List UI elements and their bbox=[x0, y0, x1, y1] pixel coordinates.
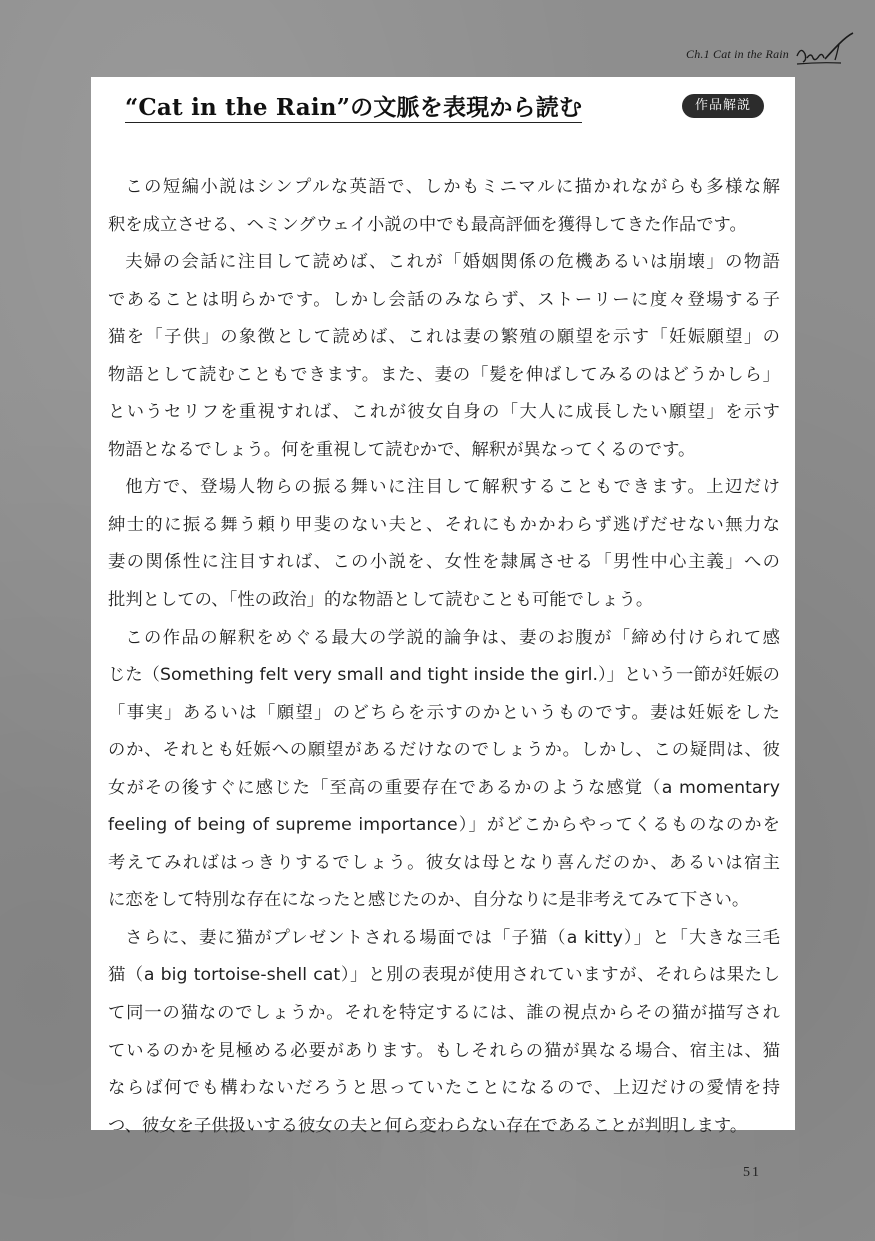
paragraph-line: のか、それとも妊娠への願望があるだけなのでしょうか。しかし、この疑問は、彼 bbox=[108, 740, 780, 761]
paragraph-line: 釈を成立させる、ヘミングウェイ小説の中でも最高評価を獲得してきた作品です。 bbox=[108, 214, 747, 235]
paragraph-line: 「事実」あるいは「願望」のどちらを示すのかというものです。妻は妊娠をした bbox=[108, 702, 780, 723]
article-panel bbox=[91, 77, 795, 1136]
paragraph-line: さらに、妻に猫がプレゼントされる場面では「子猫（a kitty）」と「大きな三毛 bbox=[125, 927, 780, 948]
paragraph-line: 他方で、登場人物らの振る舞いに注目して解釈することもできます。上辺だけ bbox=[125, 477, 780, 498]
section-badge: 作品解説 bbox=[682, 94, 764, 118]
paragraph-line: というセリフを重視すれば、これが彼女自身の「大人に成長したい願望」を示す bbox=[108, 402, 780, 423]
article-body bbox=[108, 169, 780, 1145]
signature-icon bbox=[795, 32, 857, 68]
paragraph-line: この作品の解釈をめぐる最大の学説的論争は、妻のお腹が「締め付けられて感 bbox=[125, 627, 780, 648]
running-header bbox=[686, 34, 857, 68]
paragraph-line: feeling of being of supreme importance）」がどこからやってくるものなのかを bbox=[108, 815, 780, 836]
paragraph-line: 批判としての、「性の政治」的な物語として読むことも可能でしょう。 bbox=[108, 590, 654, 611]
paragraph-line: 物語として読むこともできます。また、妻の「髪を伸ばしてみるのはどうかしら」 bbox=[108, 364, 780, 385]
paragraph-line: て同一の猫なのでしょうか。それを特定するには、誰の視点からその猫が描写され bbox=[108, 1003, 780, 1024]
paragraph-line: に恋をして特別な存在になったと感じたのか、自分なりに是非考えてみて下さい。 bbox=[108, 890, 750, 911]
paragraph-line: 猫を「子供」の象徴として読めば、これは妻の繁殖の願望を示す「妊娠願望」の bbox=[108, 327, 780, 348]
paragraph-line: 物語となるでしょう。何を重視して読むかで、解釈が異なってくるのです。 bbox=[108, 439, 696, 460]
paragraph-line: つ、彼女を子供扱いする彼女の夫と何ら変わらない存在であることが判明します。 bbox=[108, 1115, 748, 1136]
chapter-running-title: Ch.1 Cat in the Rain bbox=[686, 47, 789, 61]
paragraph-line: じた（Something felt very small and tight inside the girl.）」という一節が妊娠の bbox=[108, 665, 780, 686]
paragraph-line: ているのかを見極める必要があります。もしそれらの猫が異なる場合、宿主は、猫 bbox=[108, 1040, 780, 1061]
paragraph-line: 妻の関係性に注目すれば、この小説を、女性を隷属させる「男性中心主義」への bbox=[108, 552, 780, 573]
paragraph-line: ならば何でも構わないだろうと思っていたことになるので、上辺だけの愛情を持 bbox=[108, 1078, 780, 1099]
paragraph-line: であることは明らかです。しかし会話のみならず、ストーリーに度々登場する子 bbox=[108, 289, 780, 310]
paragraph-line: 夫婦の会話に注目して読めば、これが「婚姻関係の危機あるいは崩壊」の物語 bbox=[125, 252, 780, 273]
paragraph-line: 女がその後すぐに感じた「至高の重要存在であるかのような感覚（a momentary bbox=[108, 777, 780, 798]
paragraph-line: この短編小説はシンプルな英語で、しかもミニマルに描かれながらも多様な解 bbox=[125, 177, 780, 197]
paragraph-line: 猫（a big tortoise-shell cat）」と別の表現が使用されていますが、それらは果たし bbox=[108, 965, 780, 986]
page-title: “Cat in the Rain”の文脈を表現から読む bbox=[125, 94, 583, 121]
paragraph-line: 紳士的に振る舞う頼り甲斐のない夫と、それにもかかわらず逃げだせない無力な bbox=[108, 514, 780, 535]
paragraph-line: 考えてみればはっきりするでしょう。彼女は母となり喜んだのか、あるいは宿主 bbox=[108, 852, 780, 873]
page-number: 51 bbox=[743, 1165, 761, 1180]
title-row bbox=[108, 77, 778, 147]
